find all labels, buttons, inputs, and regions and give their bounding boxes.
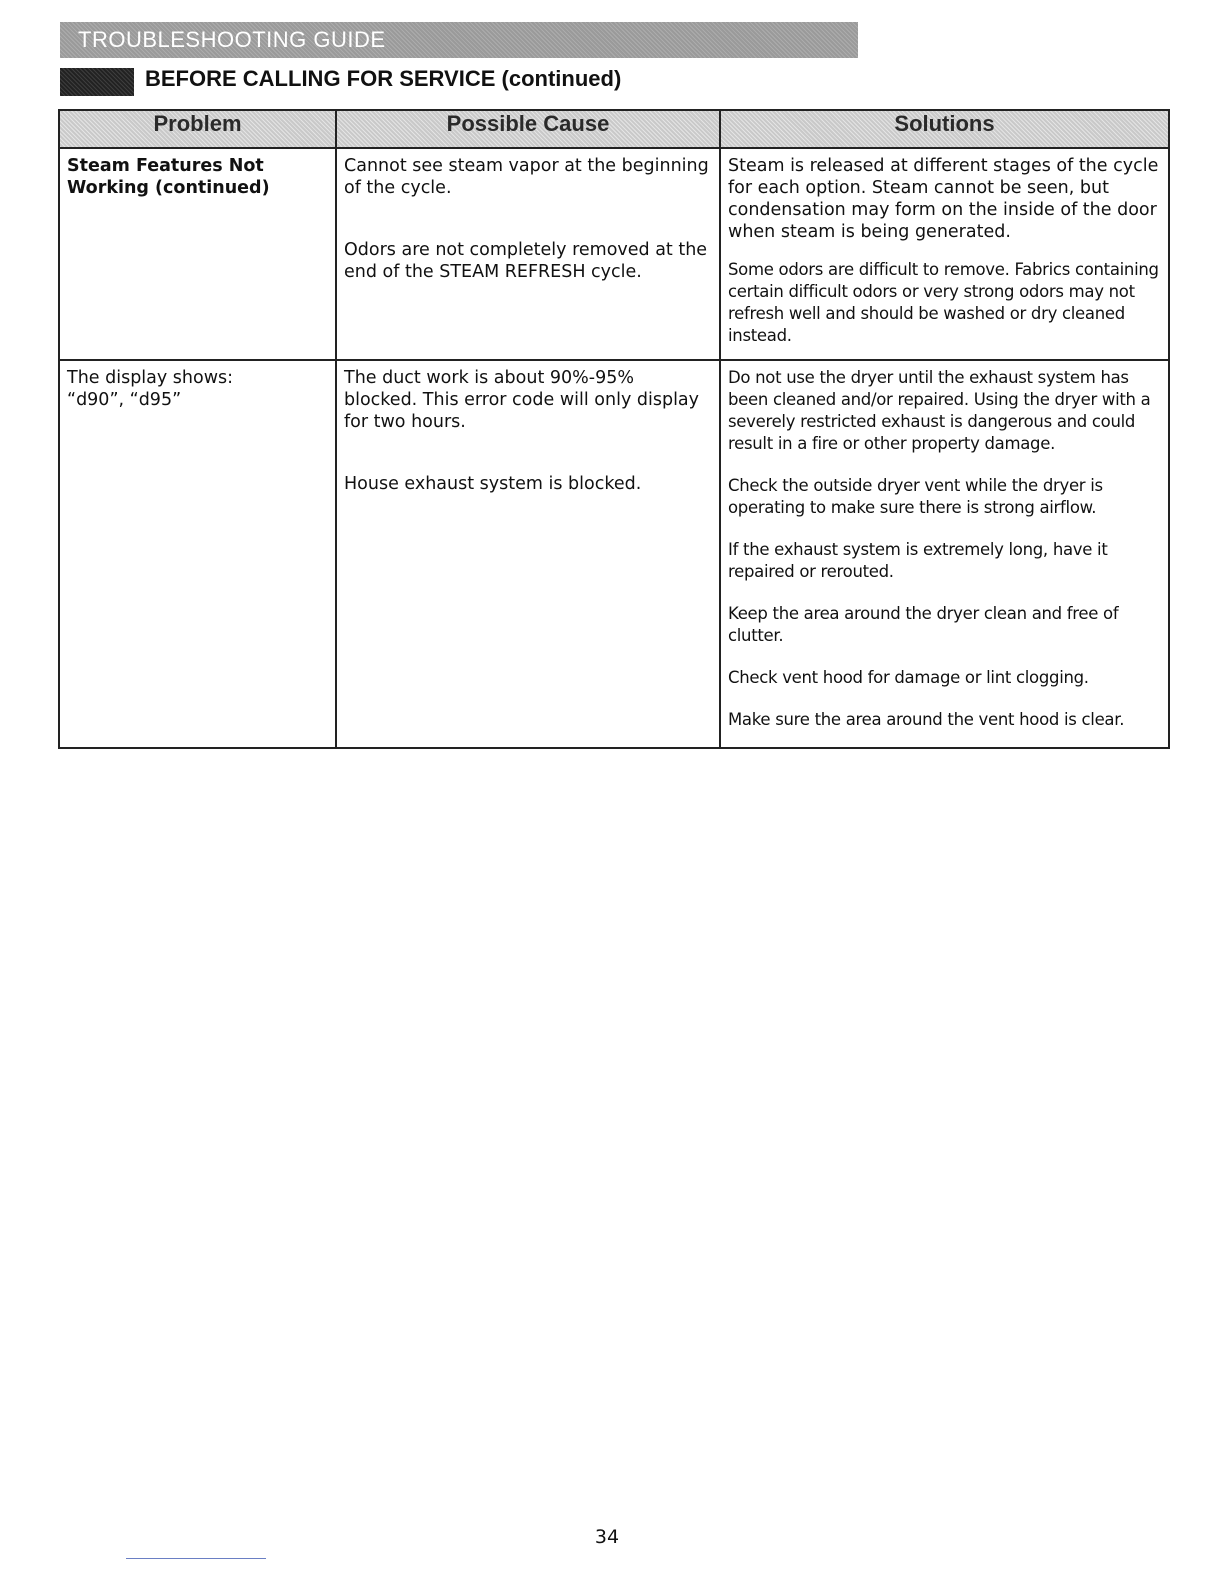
solution-text: Check vent hood for damage or lint clogging. [728,668,1089,687]
header-problem: Problem [59,110,336,148]
cause-text: House exhaust system is blocked. [344,474,642,494]
table-header-row [59,110,1169,148]
solution-text: Do not use the dryer until the exhaust system has been cleaned and/or repaired. Using the dryer with a severely restricted exhaust is dangerous and could result in a fire or other property damage. [728,368,1151,453]
section-banner [60,22,858,58]
page-number: 34 [594,1526,620,1548]
solution-text: Some odors are difficult to remove. Fabrics containing certain difficult odors or very strong odors may not refresh well and should be washed or dry cleaned instead. [728,260,1159,345]
solution-text: Keep the area around the dryer clean and free of clutter. [728,604,1119,645]
cause-text: The duct work is about 90%-95% blocked. This error code will only display for two hours. [344,368,700,432]
header-solutions: Solutions [720,110,1169,148]
header-possible-cause: Possible Cause [336,110,720,148]
cause-cell [336,360,720,748]
solution-text: If the exhaust system is extremely long, have it repaired or rerouted. [728,540,1108,581]
solutions-cell [720,360,1169,748]
solution-text: Make sure the area around the vent hood is clear. [728,710,1125,729]
problem-text: The display shows: [67,368,234,388]
section-title: BEFORE CALLING FOR SERVICE (continued) [145,66,622,91]
section-marker [60,68,134,96]
solutions-cell [720,148,1169,360]
footer-rule [126,1558,266,1559]
banner-title: TROUBLESHOOTING GUIDE [78,27,386,52]
problem-cell [59,360,336,748]
problem-text: Steam Features Not Working (continued) [67,156,270,198]
cause-cell [336,148,720,360]
table-row [59,148,1169,360]
table-row [59,360,1169,748]
troubleshooting-table [58,109,1170,749]
solution-text: Steam is released at different stages of the cycle for each option. Steam cannot be seen, but condensation may form on the inside of the door when steam is being generated. [728,156,1159,242]
cause-text: Odors are not completely removed at the end of the STEAM REFRESH cycle. [344,240,708,282]
problem-error-codes: “d90”, “d95” [67,390,182,410]
problem-cell [59,148,336,360]
cause-text: Cannot see steam vapor at the beginning of the cycle. [344,156,709,198]
solution-text: Check the outside dryer vent while the dryer is operating to make sure there is strong airflow. [728,476,1103,517]
